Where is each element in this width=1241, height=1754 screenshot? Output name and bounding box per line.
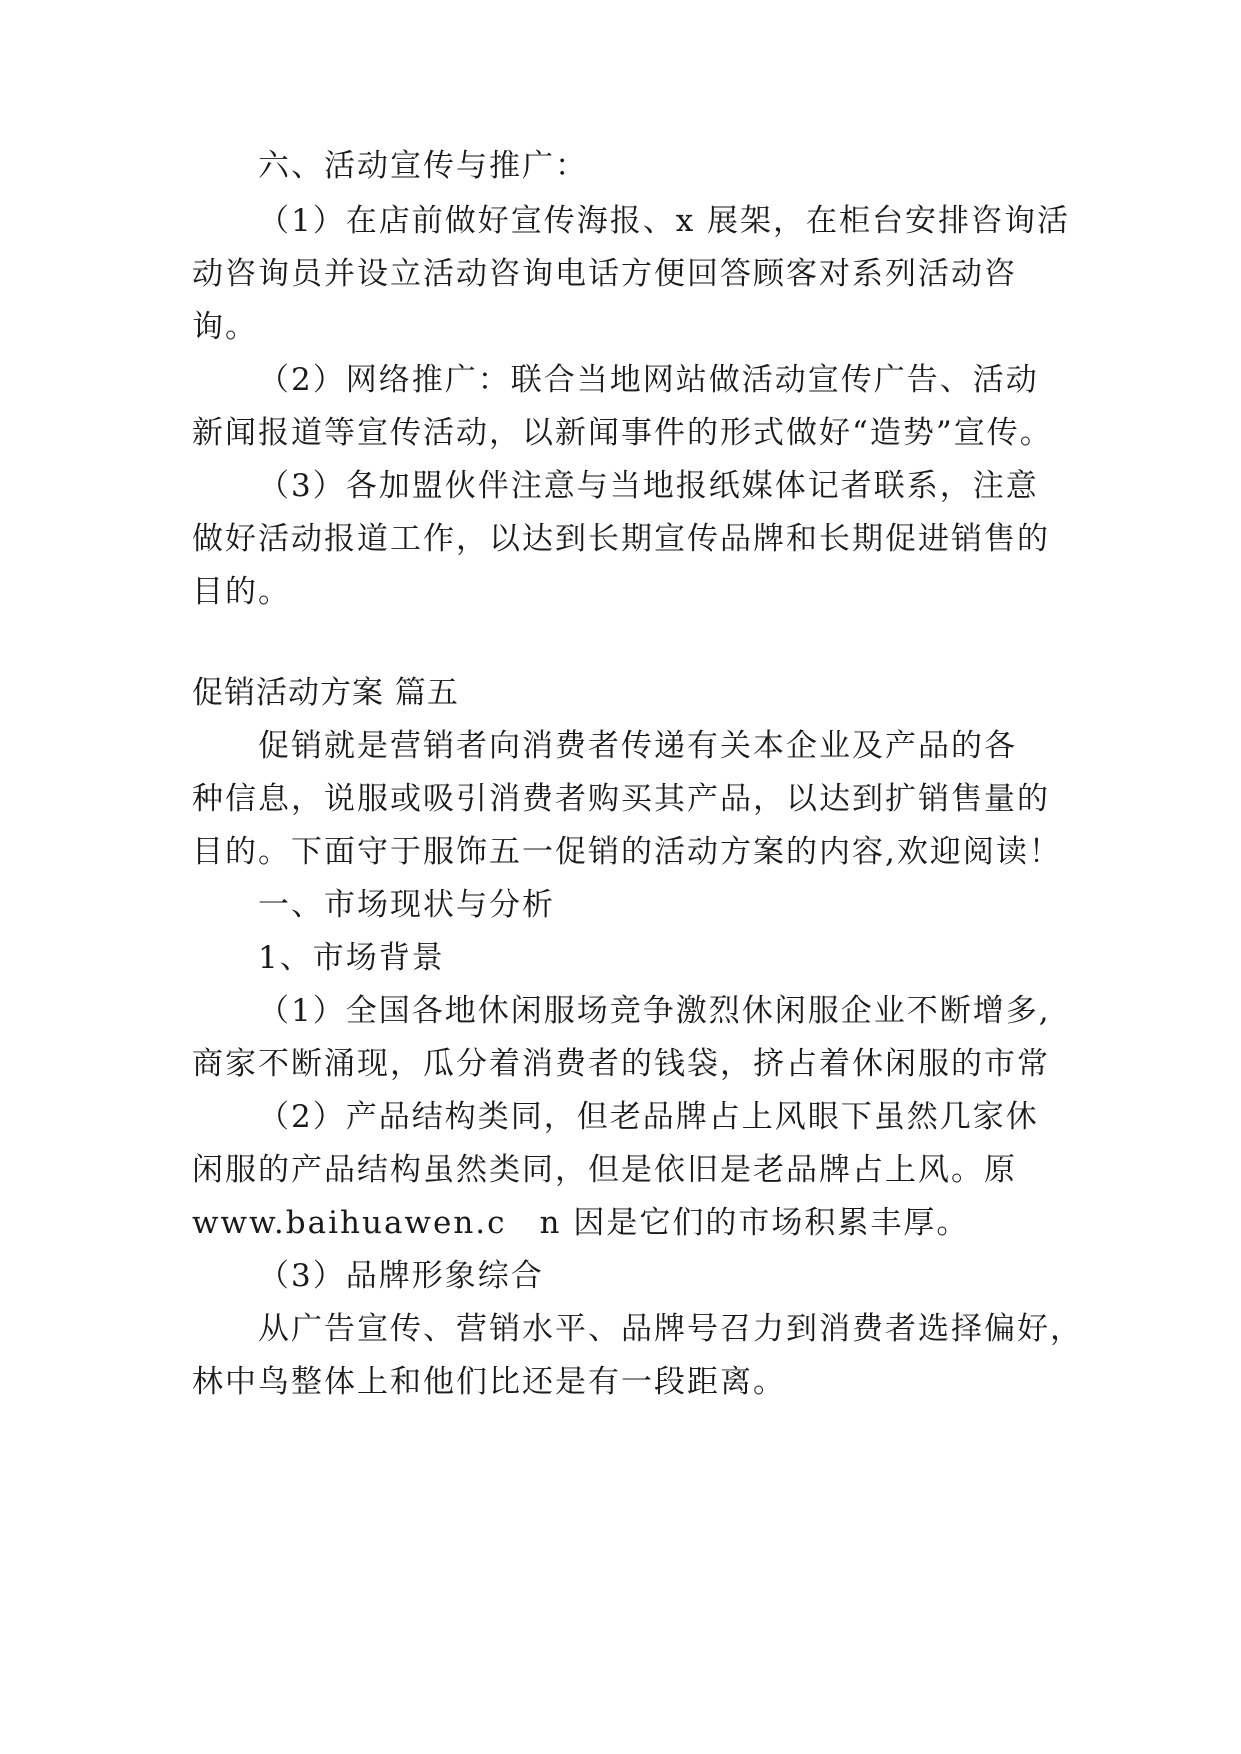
paragraph-line: 种信息，说服或吸引消费者购买其产品，以达到扩销售量的 bbox=[192, 781, 1050, 817]
paragraph-line: （3）品牌形象综合 bbox=[258, 1258, 544, 1294]
paragraph-line: 商家不断涌现，瓜分着消费者的钱袋，挤占着休闲服的市常 bbox=[192, 1046, 1050, 1082]
paragraph-line: 闲服的产品结构虽然类同，但是依旧是老品牌占上风。原 bbox=[192, 1152, 1017, 1188]
paragraph-line: 林中鸟整体上和他们比还是有一段距离。 bbox=[192, 1364, 786, 1400]
subsection-heading: 1、市场背景 bbox=[258, 940, 445, 976]
paragraph-line: （1）全国各地休闲服场竞争激烈休闲服企业不断增多, bbox=[258, 993, 1051, 1029]
paragraph-line: （2）网络推广：联合当地网站做活动宣传广告、活动 bbox=[258, 362, 1039, 398]
paragraph-line: 目的。下面守于服饰五一促销的活动方案的内容,欢迎阅读！ bbox=[192, 834, 1062, 870]
paragraph-line: （2）产品结构类同，但老品牌占上风眼下虽然几家休 bbox=[258, 1099, 1039, 1135]
paragraph-line: 询。 bbox=[192, 309, 258, 345]
paragraph-line: （3）各加盟伙伴注意与当地报纸媒体记者联系，注意 bbox=[258, 468, 1039, 504]
paragraph-line: 从广告宣传、营销水平、品牌号召力到消费者选择偏好， bbox=[258, 1311, 1083, 1347]
paragraph-line: 促销就是营销者向消费者传递有关本企业及产品的各 bbox=[258, 728, 1017, 764]
part-title: 促销活动方案 篇五 bbox=[192, 675, 459, 711]
paragraph-line: www.baihuawen.c n 因是它们的市场积累丰厚。 bbox=[192, 1205, 970, 1241]
paragraph-line: 做好活动报道工作，以达到长期宣传品牌和长期促进销售的 bbox=[192, 521, 1050, 557]
paragraph-line: 新闻报道等宣传活动，以新闻事件的形式做好“造势”宣传。 bbox=[192, 415, 1053, 451]
paragraph-line: 动咨询员并设立活动咨询电话方便回答顾客对系列活动咨 bbox=[192, 256, 1017, 292]
paragraph-line: （1）在店前做好宣传海报、x 展架，在柜台安排咨询活 bbox=[258, 203, 1071, 239]
section-heading: 六、活动宣传与推广： bbox=[258, 148, 588, 184]
paragraph-line: 目的。 bbox=[192, 574, 291, 610]
section-heading: 一、市场现状与分析 bbox=[258, 887, 555, 923]
